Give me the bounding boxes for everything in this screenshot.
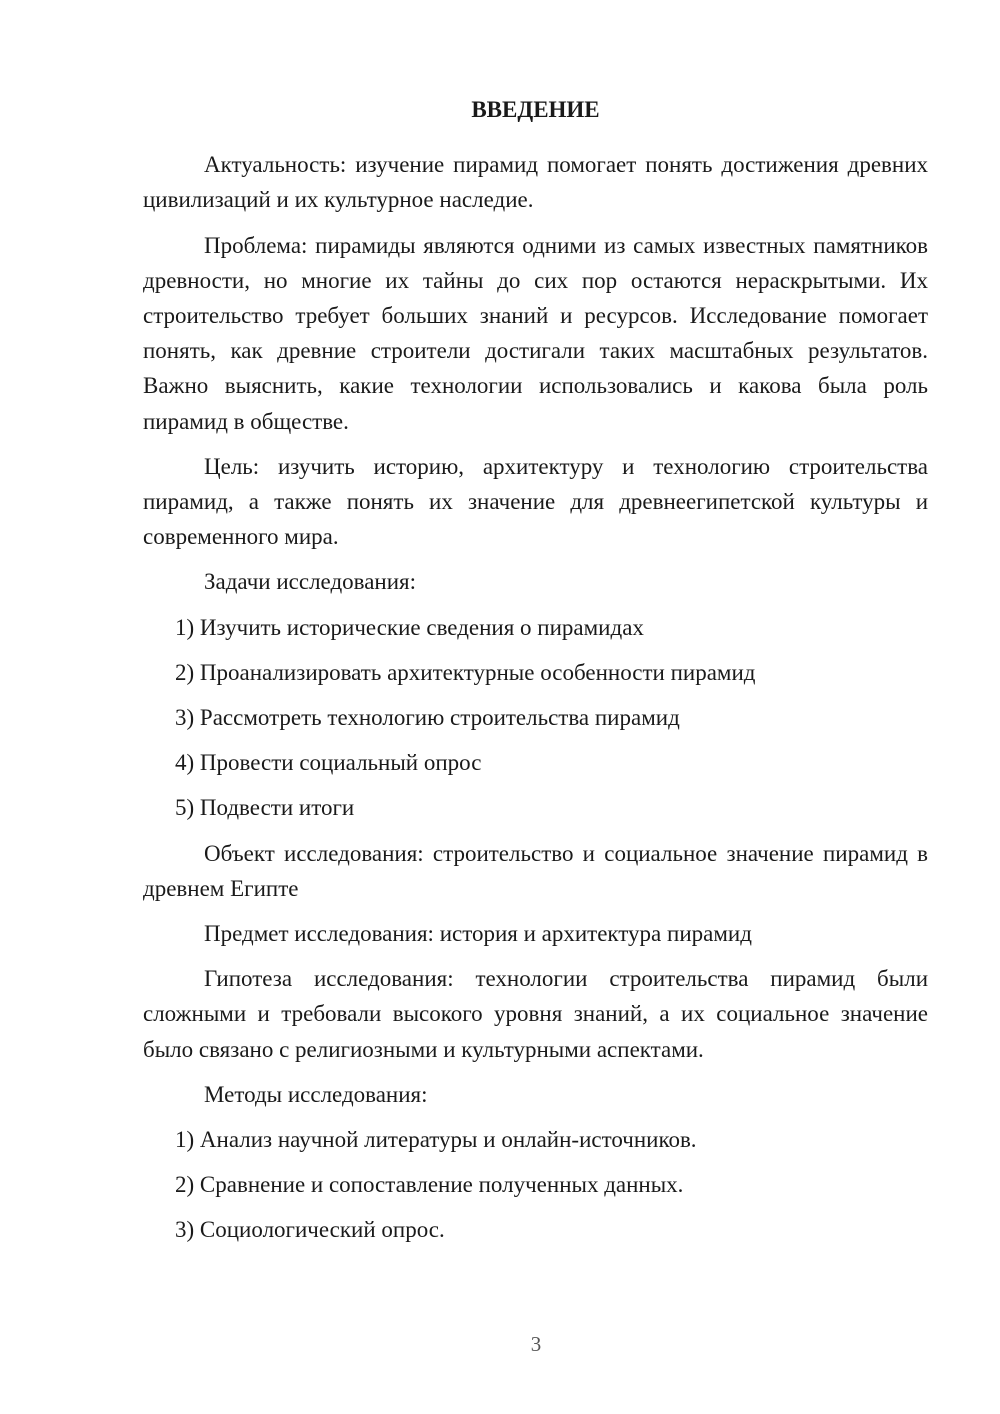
method-item: 3) Социологический опрос. xyxy=(175,1217,445,1243)
task-item: 5) Подвести итоги xyxy=(175,795,355,821)
object-paragraph: Объект исследования: строительство и социальное значение пирамид в древнем Египте xyxy=(143,840,928,901)
tasks-title: Задачи исследования: xyxy=(204,569,417,595)
problem-paragraph: Проблема: пирамиды являются одними из самых известных памятников древности, но многие их тайны до сих пор остаются нераскрытыми. Их строительство требует больших знаний и ресурсов. Исследование помогает понять, как древние строители достигали таких масштабных результатов. Важно выяснить, какие технологии использовались и какова была роль пирамид в обществе. xyxy=(143,232,928,434)
methods-title: Методы исследования: xyxy=(204,1081,428,1107)
hypothesis-paragraph: Гипотеза исследования: технологии строительства пирамид были сложными и требовали высокого уровня знаний, а их социальное значение было связано с религиозными и культурными аспектами. xyxy=(143,966,928,1062)
relevance-paragraph: Актуальность: изучение пирамид помогает понять достижения древних цивилизаций и их культурное наследие. xyxy=(143,152,928,213)
task-item: 4) Провести социальный опрос xyxy=(175,750,482,776)
section-heading: ВВЕДЕНИЕ xyxy=(471,97,600,122)
goal-paragraph: Цель: изучить историю, архитектуру и технологию строительства пирамид, а также понять их значение для древнеегипетской культуры и современного мира. xyxy=(143,453,928,550)
page-number: 3 xyxy=(530,1332,542,1356)
document-body xyxy=(143,92,928,1258)
subject-paragraph: Предмет исследования: история и архитектура пирамид xyxy=(204,921,752,947)
methods-list xyxy=(143,1122,928,1248)
tasks-list xyxy=(143,610,928,826)
task-item: 1) Изучить исторические сведения о пирамидах xyxy=(175,614,644,640)
task-item: 3) Рассмотреть технологию строительства пирамид xyxy=(175,705,680,731)
task-item: 2) Проанализировать архитектурные особенности пирамид xyxy=(175,659,756,685)
method-item: 2) Сравнение и сопоставление полученных данных. xyxy=(175,1172,684,1198)
method-item: 1) Анализ научной литературы и онлайн-источников. xyxy=(175,1127,697,1153)
